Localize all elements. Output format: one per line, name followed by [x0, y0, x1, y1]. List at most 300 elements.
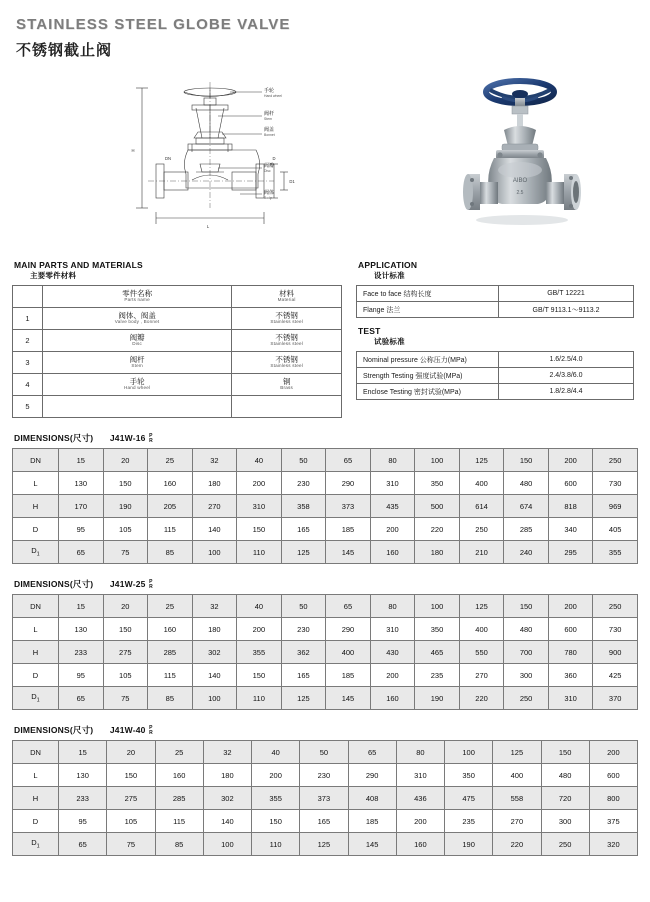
cell-value: 465 [415, 641, 460, 664]
cell-value: 780 [548, 641, 593, 664]
cell-value: 310 [370, 618, 415, 641]
cell-rowlabel [13, 518, 59, 541]
cell-value: 32 [192, 449, 237, 472]
code-suffix-top: P [149, 432, 153, 439]
cell-rowlabel [13, 664, 59, 687]
dimensions-heading-16 [14, 432, 638, 444]
application-table [356, 285, 634, 318]
cell-value: 310 [396, 764, 444, 787]
cell-value: 160 [370, 541, 415, 564]
cell-value: 200 [589, 741, 637, 764]
cell-value: 250 [504, 687, 549, 710]
cell-value: 358 [281, 495, 326, 518]
rowlabel-text: D [31, 546, 37, 556]
main-parts-heading-cn: 主要零件材料 [30, 271, 77, 280]
partname-en: Disc [132, 341, 142, 347]
cell-rowlabel [13, 810, 59, 833]
dimensions-heading-en-40: DIMENSIONS(尺寸) [14, 725, 94, 735]
application-heading [358, 260, 634, 281]
cell-value: 80 [396, 741, 444, 764]
cell-value: 320 [589, 833, 637, 856]
cell-value: 150 [252, 810, 300, 833]
cell-value: 80 [370, 595, 415, 618]
table-row [13, 664, 638, 687]
rowlabel-text: D [31, 692, 37, 702]
cell-value: 145 [326, 687, 371, 710]
rowlabel-text: D [32, 670, 39, 680]
cell-standard-label: Flange 法兰 [357, 302, 499, 318]
cell-value: 100 [192, 687, 237, 710]
cell-value: 160 [155, 764, 203, 787]
cell-material [232, 352, 342, 374]
cell-value: 130 [59, 472, 104, 495]
main-parts-table [12, 285, 342, 418]
cell-value: 275 [103, 641, 148, 664]
cell-value: 270 [459, 664, 504, 687]
test-heading [358, 326, 634, 347]
cell-standard-label: Face to face 结构长度 [357, 286, 499, 302]
cell-value: 370 [593, 687, 638, 710]
page-title-chinese: 不锈钢截止阀 [16, 42, 113, 59]
cell-value: 558 [493, 787, 541, 810]
cell-value: 160 [370, 687, 415, 710]
cell-value: 150 [504, 595, 549, 618]
table-row [13, 472, 638, 495]
table-row [13, 618, 638, 641]
cell-rowlabel [13, 618, 59, 641]
cell-value: 373 [326, 495, 371, 518]
cell-material [232, 396, 342, 418]
cell-value: 730 [593, 472, 638, 495]
cell-value: 80 [370, 449, 415, 472]
material-en: Stainless steel [270, 319, 303, 325]
cell-value: 600 [589, 764, 637, 787]
callout-body-cn: 阀体 [264, 190, 275, 196]
cell-value: 302 [203, 787, 251, 810]
cell-value: 250 [459, 518, 504, 541]
cell-value: 115 [148, 664, 193, 687]
cell-test-label: Enclose Testing 密封试验(MPa) [357, 384, 499, 400]
cell-value: 15 [59, 741, 107, 764]
cell-value: 180 [192, 618, 237, 641]
cell-value: 25 [155, 741, 203, 764]
cell-value: 355 [252, 787, 300, 810]
cell-value: 190 [415, 687, 460, 710]
partname-cn: 阀杆 [129, 355, 145, 365]
cell-value: 200 [548, 449, 593, 472]
cell-value: 65 [59, 687, 104, 710]
figures-area [12, 66, 638, 256]
table-row [13, 687, 638, 710]
callout-stem-cn: 阀杆 [264, 111, 275, 117]
cell-value: 185 [348, 810, 396, 833]
dim-label-H: H [131, 148, 135, 153]
rowlabel-text: DN [30, 747, 41, 757]
cell-value: 340 [548, 518, 593, 541]
cell-value: 160 [396, 833, 444, 856]
table-row [13, 374, 342, 396]
cell-value: 100 [415, 595, 460, 618]
cell-value: 15 [59, 595, 104, 618]
cell-value: 125 [459, 449, 504, 472]
cell-value: 300 [541, 810, 589, 833]
cell-value: 85 [148, 687, 193, 710]
dimensions-code-suffix-40 [149, 726, 153, 736]
cell-value: 125 [300, 833, 348, 856]
cell-value: 170 [59, 495, 104, 518]
cell-value: 430 [370, 641, 415, 664]
cell-value: 65 [59, 833, 107, 856]
dimensions-section-40 [12, 724, 638, 856]
cell-value: 480 [504, 472, 549, 495]
table-row [357, 368, 634, 384]
cell-rowlabel [13, 495, 59, 518]
cell-value: 65 [326, 449, 371, 472]
cell-value: 233 [59, 787, 107, 810]
callout-disc-en: Disc [264, 169, 271, 173]
cell-value: 40 [237, 595, 282, 618]
cell-value: 95 [59, 518, 104, 541]
code-suffix-top: P [149, 724, 153, 731]
cell-value: 310 [370, 472, 415, 495]
cell-value: 500 [415, 495, 460, 518]
photo-svg [432, 70, 612, 250]
cell-value: 200 [370, 664, 415, 687]
cell-value: 105 [107, 810, 155, 833]
cell-value: 150 [237, 518, 282, 541]
svg-text:2.5: 2.5 [516, 190, 524, 196]
cell-value: 400 [459, 618, 504, 641]
cell-value: 20 [107, 741, 155, 764]
cell-value: 75 [103, 541, 148, 564]
cell-value: 50 [281, 595, 326, 618]
parts-and-standards-section [12, 256, 638, 418]
cell-value: 480 [504, 618, 549, 641]
cell-value: 900 [593, 641, 638, 664]
cell-value: 20 [103, 595, 148, 618]
cell-value: 185 [326, 518, 371, 541]
cell-value: 140 [203, 810, 251, 833]
cell-value: 400 [493, 764, 541, 787]
rowlabel-text: DN [30, 455, 41, 465]
cell-value: 145 [326, 541, 371, 564]
cell-test-label: Strength Testing 强度试验(MPa) [357, 368, 499, 384]
cell-value: 32 [203, 741, 251, 764]
cell-value: 150 [107, 764, 155, 787]
rowlabel-text: D [32, 524, 39, 534]
test-heading-cn: 试验标准 [374, 337, 405, 346]
cell-rowlabel [13, 787, 59, 810]
cell-value: 115 [155, 810, 203, 833]
cell-material [232, 374, 342, 396]
cell-value: 100 [192, 541, 237, 564]
cell-value: 110 [237, 687, 282, 710]
cell-value: 700 [504, 641, 549, 664]
cell-rowlabel [13, 595, 59, 618]
cell-value: 435 [370, 495, 415, 518]
application-heading-en: APPLICATION [358, 260, 418, 270]
cell-value: 285 [155, 787, 203, 810]
cell-value: 50 [300, 741, 348, 764]
cell-value: 250 [593, 595, 638, 618]
cell-value: 32 [192, 595, 237, 618]
svg-text:AIBO: AIBO [512, 178, 528, 184]
dimensions-section-16 [12, 432, 638, 564]
cell-value: 95 [59, 810, 107, 833]
rowlabel-text: H [32, 647, 39, 657]
cell-value: 105 [103, 518, 148, 541]
test-table [356, 351, 634, 400]
dimensions-heading-40 [14, 724, 638, 736]
cell-value: 200 [252, 764, 300, 787]
cell-value: 290 [326, 472, 371, 495]
table-row [13, 741, 638, 764]
cell-value: 110 [237, 541, 282, 564]
rowlabel-subscript: 1 [36, 843, 40, 850]
cell-value: 165 [281, 518, 326, 541]
partname-cn: 阀体、阀盖 [118, 311, 156, 321]
table-row [357, 352, 634, 368]
rowlabel-text: DN [30, 601, 41, 611]
cell-partname [42, 352, 231, 374]
cell-value: 730 [593, 618, 638, 641]
cell-rowlabel [13, 764, 59, 787]
cell-value: 475 [445, 787, 493, 810]
cell-value: 40 [237, 449, 282, 472]
material-en: Stainless steel [270, 363, 303, 369]
cell-value: 818 [548, 495, 593, 518]
cell-value: 25 [148, 595, 193, 618]
cell-value: 295 [548, 541, 593, 564]
cell-partname [42, 374, 231, 396]
cell-value: 720 [541, 787, 589, 810]
cell-value: 302 [192, 641, 237, 664]
cell-rowlabel [13, 687, 59, 710]
code-suffix-bottom: R [149, 583, 153, 590]
callout-body-en: Body [264, 196, 272, 200]
drawing-svg [122, 68, 322, 248]
cell-index: 5 [13, 396, 43, 418]
dimensions-code-suffix-16 [149, 434, 153, 444]
partname-header-cn: 零件名称 [122, 289, 153, 299]
material-cn: 不锈钢 [275, 333, 298, 343]
cell-index: 1 [13, 308, 43, 330]
main-parts-heading [14, 260, 342, 281]
cell-value: 130 [59, 764, 107, 787]
partname-cn: 手轮 [129, 377, 145, 387]
cell-value: 270 [493, 810, 541, 833]
cell-value: 285 [148, 641, 193, 664]
main-parts-block [12, 256, 342, 418]
rowlabel-subscript: 1 [36, 697, 40, 704]
dimensions-code-40: J41W-40 [109, 725, 146, 735]
cell-value: 436 [396, 787, 444, 810]
cell-value: 405 [593, 518, 638, 541]
cell-value: 25 [148, 449, 193, 472]
material-en: Brass [280, 385, 294, 391]
cell-value: 100 [203, 833, 251, 856]
cell-value: 40 [252, 741, 300, 764]
cell-test-value: 1.8/2.8/4.4 [499, 384, 634, 400]
cell-value: 600 [548, 472, 593, 495]
partname-en: Hand wheel [123, 385, 151, 391]
callout-stem-en: Stem [264, 117, 272, 121]
cell-value: 220 [415, 518, 460, 541]
rowlabel-subscript: 1 [36, 551, 40, 558]
cell-rowlabel [13, 833, 59, 856]
callout-bonnet-en: Bonnet [264, 133, 275, 137]
cell-partname [42, 308, 231, 330]
cell-value: 200 [548, 595, 593, 618]
partname-header-en: Parts name [124, 297, 150, 303]
standards-block [356, 256, 634, 418]
cell-value: 220 [459, 687, 504, 710]
cell-value: 50 [281, 449, 326, 472]
rowlabel-text: L [33, 770, 38, 780]
cell-value: 230 [281, 472, 326, 495]
rowlabel-text: D [32, 816, 39, 826]
table-row [13, 396, 342, 418]
cell-value: 290 [326, 618, 371, 641]
cell-value: 600 [548, 618, 593, 641]
cell-value: 800 [589, 787, 637, 810]
cell-value: 140 [192, 518, 237, 541]
application-heading-cn: 设计标准 [374, 271, 405, 280]
table-row [13, 518, 638, 541]
table-row [13, 641, 638, 664]
dimensions-heading-25 [14, 578, 638, 590]
cell-standard-value: GB/T 9113.1～9113.2 [499, 302, 634, 318]
cell-test-label: Nominal pressure 公称压力(MPa) [357, 352, 499, 368]
table-row [13, 449, 638, 472]
code-suffix-top: P [149, 578, 153, 585]
cell-value: 140 [192, 664, 237, 687]
callout-disc-cn: 阀瓣 [264, 163, 275, 169]
callout-handwheel-cn: 手轮 [264, 88, 275, 94]
cell-value: 85 [155, 833, 203, 856]
partname-en: Valve body , Bonnet [114, 319, 160, 325]
cell-value: 200 [396, 810, 444, 833]
dimensions-code-suffix-25 [149, 580, 153, 590]
cell-partname-header [42, 286, 231, 308]
cell-value: 310 [237, 495, 282, 518]
cell-value: 95 [59, 664, 104, 687]
cell-value: 230 [300, 764, 348, 787]
cell-value: 350 [445, 764, 493, 787]
cell-value: 355 [593, 541, 638, 564]
cell-value: 150 [237, 664, 282, 687]
cell-value: 310 [548, 687, 593, 710]
callout-handwheel-en: Hand wheel [264, 94, 282, 98]
cell-value: 233 [59, 641, 104, 664]
cell-rowlabel [13, 641, 59, 664]
cell-value: 180 [415, 541, 460, 564]
cell-value: 400 [326, 641, 371, 664]
cell-value: 350 [415, 472, 460, 495]
cell-value: 250 [541, 833, 589, 856]
cell-value: 125 [459, 595, 504, 618]
cell-value: 180 [192, 472, 237, 495]
cell-value: 408 [348, 787, 396, 810]
table-row [13, 495, 638, 518]
cell-value: 85 [148, 541, 193, 564]
rowlabel-text: L [33, 624, 38, 634]
cell-value: 150 [541, 741, 589, 764]
cell-value: 75 [107, 833, 155, 856]
cell-value: 65 [59, 541, 104, 564]
callout-bonnet-cn: 阀盖 [264, 127, 275, 133]
cell-value: 205 [148, 495, 193, 518]
cell-value: 614 [459, 495, 504, 518]
dim-label-L: L [206, 224, 210, 229]
cell-value: 375 [589, 810, 637, 833]
dimensions-table-25 [12, 594, 638, 710]
test-heading-en: TEST [358, 326, 381, 336]
cell-value: 210 [459, 541, 504, 564]
dim-label-D: D [272, 156, 276, 161]
cell-value: 373 [300, 787, 348, 810]
cell-rowlabel [13, 541, 59, 564]
page-title-english: STAINLESS STEEL GLOBE VALVE [16, 16, 291, 33]
dim-label-D1: D1 [289, 179, 295, 184]
table-row [357, 302, 634, 318]
cell-value: 355 [237, 641, 282, 664]
cell-value: 362 [281, 641, 326, 664]
dimensions-section-25 [12, 578, 638, 710]
cell-index: 4 [13, 374, 43, 396]
table-row [13, 308, 342, 330]
cell-value: 240 [504, 541, 549, 564]
dimensions-table-40 [12, 740, 638, 856]
cell-value: 105 [103, 664, 148, 687]
dimensions-table-16 [12, 448, 638, 564]
cell-value: 65 [348, 741, 396, 764]
cell-partname [42, 330, 231, 352]
cell-index-header [13, 286, 43, 308]
table-row [13, 541, 638, 564]
cell-value: 180 [203, 764, 251, 787]
cell-value: 75 [103, 687, 148, 710]
table-row [13, 810, 638, 833]
rowlabel-text: H [32, 501, 39, 511]
valve-product-photo [432, 70, 612, 250]
table-row [13, 352, 342, 374]
cell-value: 115 [148, 518, 193, 541]
cell-value: 220 [493, 833, 541, 856]
cell-value: 235 [415, 664, 460, 687]
cell-value: 100 [445, 741, 493, 764]
cell-value: 165 [300, 810, 348, 833]
cell-value: 200 [370, 518, 415, 541]
cell-value: 290 [348, 764, 396, 787]
partname-cn: 阀瓣 [129, 333, 145, 343]
table-row-header [13, 286, 342, 308]
cell-value: 400 [459, 472, 504, 495]
table-row [13, 787, 638, 810]
cell-value: 150 [103, 472, 148, 495]
cell-value: 250 [593, 449, 638, 472]
cell-value: 350 [415, 618, 460, 641]
cell-value: 360 [548, 664, 593, 687]
table-row [13, 595, 638, 618]
valve-technical-drawing [122, 68, 322, 248]
cell-value: 674 [504, 495, 549, 518]
cell-value: 270 [192, 495, 237, 518]
cell-test-value: 1.6/2.5/4.0 [499, 352, 634, 368]
table-row [357, 384, 634, 400]
table-row [13, 764, 638, 787]
dimensions-heading-en-16: DIMENSIONS(尺寸) [14, 433, 94, 443]
